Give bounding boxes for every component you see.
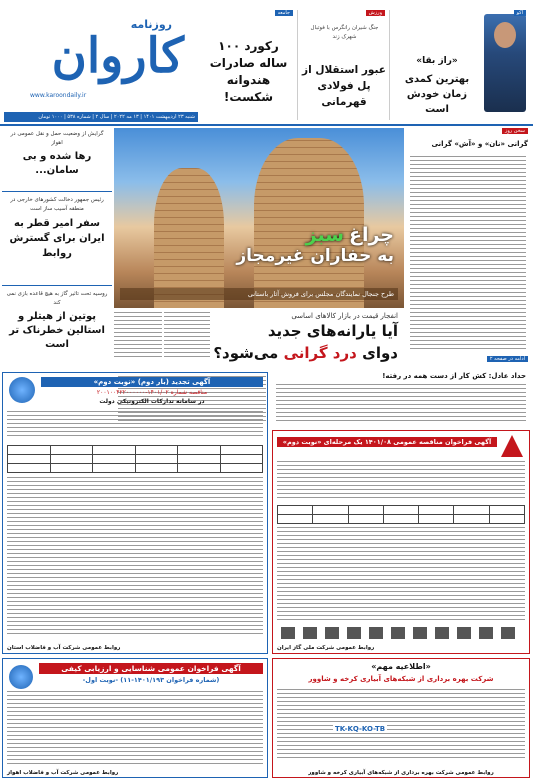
face-icon [494,22,516,48]
story-headline-line1: آیا یارانه‌های جدید [267,322,398,340]
center-story[interactable] [114,310,404,368]
ad-footer: روابط عمومی شرکت آب و فاضلاب اهواز [7,770,119,776]
teaser-culture[interactable] [392,10,530,120]
story-headline-line2 [213,344,398,362]
sidebar-kicker: گرایش از وضعیت حمل و نقل عمومی در اهواز [10,131,104,146]
teaser-society[interactable] [202,10,298,120]
logo [6,18,192,88]
gas-logo-icon [501,435,523,457]
photo-headline-part: چراغ [348,224,394,246]
ad-footer: روابط عمومی شرکت بهره برداری از شبکه‌های آبیاری کرخه و شاوور [308,770,494,776]
water-logo-icon [9,665,33,689]
sidebar-left [2,128,112,368]
issue-line: شنبه ۲۳ اردیبهشت ۱۴۰۱ | ۱۳ مه ۲۰۲۲ | سال ۲ | شماره ۵۳۸ | ۱۰۰۰ تومان [4,112,198,122]
actor-photo [484,14,526,112]
teaser-sport[interactable] [300,10,390,120]
partner-logos [281,627,521,639]
teaser-kicker: «راز بقا» [416,56,458,66]
sidebar-kicker: رئیس جمهور دخالت کشورهای خارجی در منطقه آسیب ساز است [10,197,104,212]
ad-footer: روابط عمومی شرکت ملی گاز ایران [277,645,375,651]
ad-title: «اطلاعیه مهم» [371,662,431,671]
sidebar-headline: پوتین از هیتلر و استالین خطرناک تر است [9,311,105,350]
column-body [410,156,526,350]
teaser-headline: بهترین کمدی زمان خودش است [404,74,470,115]
ad-footer: روابط عمومی شرکت آب و فاضلاب استان [7,645,121,651]
ad-water-call[interactable] [2,658,268,778]
ad-body [7,691,263,765]
ad-body [7,411,263,441]
lower-story[interactable] [272,370,530,426]
sidebar-item[interactable] [2,288,112,368]
ad-subtitle: مناقصه شماره ۱۴۰۱/۰۲-۲۰۰۱۰۰۴۲۲۰۰۰۰۰۰ [96,389,208,396]
tower-left [154,168,224,308]
photo-headline [236,224,394,266]
ad-highlight: TK-KQ-KO-TB [335,725,386,733]
story-column-a [114,312,162,368]
sidebar-headline: رها شده و بی سامان... [22,151,92,176]
website[interactable]: www.karoondaily.ir [30,92,87,99]
continue-link[interactable]: ادامه در صفحه ۲ [487,356,528,362]
logo-wordmark: کاروان [51,28,184,84]
teaser-kicker: جنگ شیران رانگرس با فوتبال شهرک زند [310,25,379,40]
story-headline-part: دوای [362,344,398,362]
ad-irrigation-notice[interactable] [272,658,530,778]
teaser-headline: رکورد ۱۰۰ ساله صادرات هندوانه شکست! [209,39,288,104]
tower-right [254,138,364,308]
ad-title: آگهی فراخوان مناقصه عمومی ۱۴۰۱/۰۸ یک مرحله‌ای «نوبت دوم» [277,437,497,447]
water-logo-icon [9,377,35,403]
column-right [406,128,530,364]
photo-headline-accent: سبز [305,224,344,246]
ad-subtitle: (شماره فراخوان ۱۴۰۱/۱۹۳-۱۱) -نوبت اول- [82,676,220,684]
sidebar-kicker: روسیه تحت تاثیر گاز به هیچ قاعده بازی نمی کند [6,291,108,306]
sidebar-headline: سفر امیر قطر به ایران برای گسترش روابط [9,218,105,259]
ad-title: آگهی تجدید (بار دوم) «نوبت دوم» [41,377,263,387]
ad-table [277,505,525,524]
ad-title: آگهی فراخوان عمومی شناسایی و ارزیابی کیفی [39,663,263,674]
ad-table [7,445,263,473]
ad-subtitle: شرکت بهره برداری از شبکه‌های آبیاری کرخه و شاوور [308,675,494,683]
ad-body [277,461,525,501]
ad-body-2 [277,527,525,623]
column-title: گرانی «نان» و «آش» گرانی [431,140,528,148]
ad-water-tender[interactable] [2,372,268,654]
lower-story-headline: حداد عادل: کش کار از دست همه در رفته! [382,372,526,380]
story-column-b [164,312,210,368]
ad-line: در سامانه تدارکات الکترونیکی دولت [99,398,205,405]
teaser-headline: عبور استقلال از پل فولادی قهرمانی [302,64,386,108]
story-headline-accent: درد گرانی [283,344,357,362]
photo-subline: طرح جنجال نمایندگان مجلس برای فروش آثار باستانی [120,288,398,300]
story-headline-part: می‌شود؟ [213,344,279,362]
lower-story-body [276,384,526,426]
sidebar-item[interactable] [2,128,112,192]
masthead [0,0,198,128]
ad-body-2 [7,477,263,639]
section-tag: ورزش [366,10,385,16]
photo-headline-line2: به حفاران غیرمجاز [236,246,394,266]
story-kicker: انفجار قیمت در بازار کالاهای اساسی [291,312,398,320]
section-tag: جامعه [275,10,293,16]
section-tag: آکو [514,10,526,16]
ad-body [277,689,525,763]
top-divider [0,124,533,126]
sidebar-item[interactable] [2,194,112,286]
section-tag: سخن روز [502,128,528,134]
ad-gas-tender[interactable] [272,430,530,654]
main-photo[interactable] [114,128,404,308]
logo-small: روزنامه [130,18,172,31]
